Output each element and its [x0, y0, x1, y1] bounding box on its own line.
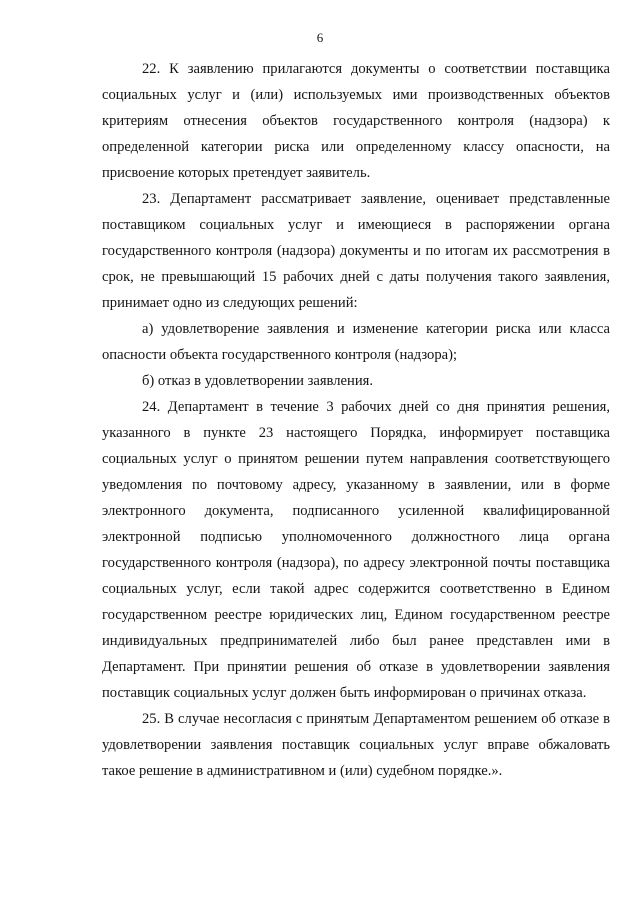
paragraph-24: 24. Департамент в течение 3 рабочих дней со дня принятия решения, указанного в пункте 23 настоящего Порядка, информирует поставщика социальных услуг о принятом решении путем направления соответствующего уведомления по почтовому адресу, указанному в заявлении, или в форме электронного документа, подписанного усиленной квалифицированной электронной подписью уполномоченного должностного лица органа государственного контроля (надзора), по адресу электронной почты поставщика социальных услуг, если такой адрес содержится соответственно в Едином государственном реестре юридических лиц, Едином государственном реестре индивидуальных предпринимателей либо был ранее представлен ими в Департамент. При принятии решения об отказе в удовлетворении заявления поставщик социальных услуг должен быть информирован о причинах отказа.	[102, 399, 610, 701]
document-body	[102, 56, 610, 784]
paragraph-23: 23. Департамент рассматривает заявление, оценивает представленные поставщиком социальных услуг и имеющиеся в распоряжении органа государственного контроля (надзора) документы и по итогам их рассмотрения в срок, не превышающий 15 рабочих дней с даты получения такого заявления, принимает одно из следующих решений:	[102, 191, 610, 311]
paragraph-23-option-b: б) отказ в удовлетворении заявления.	[142, 373, 373, 389]
paragraph-25: 25. В случае несогласия с принятым Департаментом решением об отказе в удовлетворении заявления поставщик социальных услуг вправе обжаловать такое решение в административном и (или) судебном порядке.».	[102, 711, 610, 779]
paragraph-23-option-a: а) удовлетворение заявления и изменение категории риска или класса опасности объекта государственного контроля (надзора);	[102, 321, 610, 363]
paragraph-22: 22. К заявлению прилагаются документы о соответствии поставщика социальных услуг и (или) используемых ими производственных объектов критериям отнесения объектов государственного контроля (надзора) к определенной категории риска или определенному классу опасности, на присвоение которых претендует заявитель.	[102, 61, 610, 181]
page-number: 6	[316, 30, 324, 45]
